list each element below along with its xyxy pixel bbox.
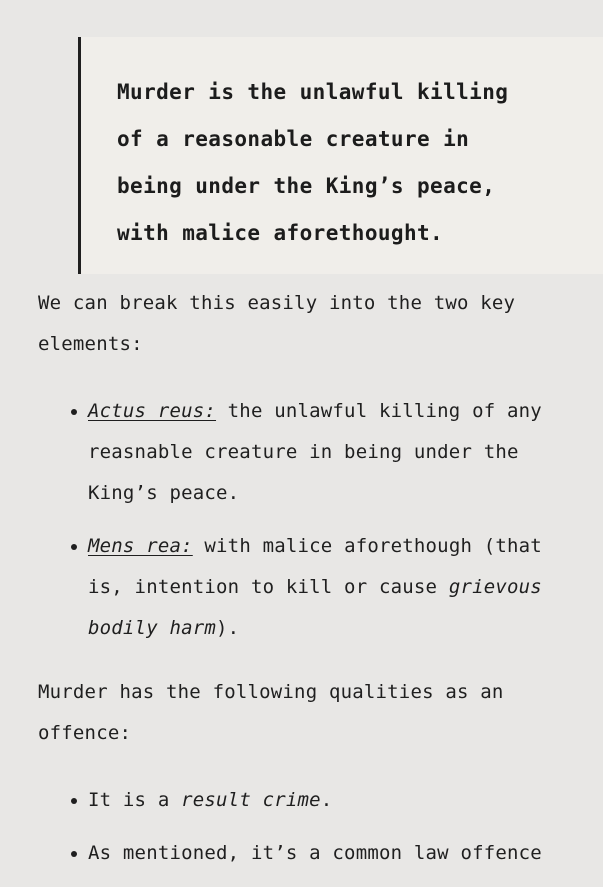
paragraph-line: elements: — [38, 333, 143, 355]
list-item-actus-reus — [88, 391, 568, 514]
list-item-result-crime — [88, 780, 568, 821]
list-item-common-law — [88, 833, 568, 874]
elements-intro-paragraph — [38, 283, 568, 365]
mens-rea-description-end: ). — [216, 617, 240, 639]
murder-definition-quote — [78, 37, 603, 274]
mens-rea-description: with malice aforethough (that is, intention to kill or cause — [88, 535, 542, 598]
result-crime-prefix: It is a — [88, 789, 182, 811]
elements-list — [38, 391, 568, 661]
paragraph-line: We can break this easily into the two key — [38, 292, 516, 314]
paragraph-line: Murder has the following qualities as an — [38, 681, 504, 703]
actus-reus-description: the unlawful killing of any reasnable creature in being under the King’s peace. — [88, 400, 542, 504]
qualities-intro-paragraph — [38, 672, 568, 754]
quote-text — [117, 69, 587, 257]
quote-line: Murder is the unlawful killing — [117, 80, 509, 104]
paragraph-line: offence: — [38, 722, 132, 744]
quote-line: being under the King’s peace, — [117, 174, 496, 198]
result-crime-suffix: . — [320, 789, 333, 811]
qualities-list — [38, 780, 568, 886]
list-item-mens-rea — [88, 526, 568, 649]
common-law-text: As mentioned, it’s a common law offence — [88, 842, 542, 864]
mens-rea-term: Mens rea: — [88, 535, 193, 557]
quote-line: with malice aforethought. — [117, 221, 444, 245]
result-crime-emphasis: result crime — [181, 789, 321, 811]
grievous-bodily-harm-emphasis: grievous bodily harm — [88, 576, 542, 639]
quote-line: of a reasonable creature in — [117, 127, 470, 151]
actus-reus-term: Actus reus: — [88, 400, 217, 422]
